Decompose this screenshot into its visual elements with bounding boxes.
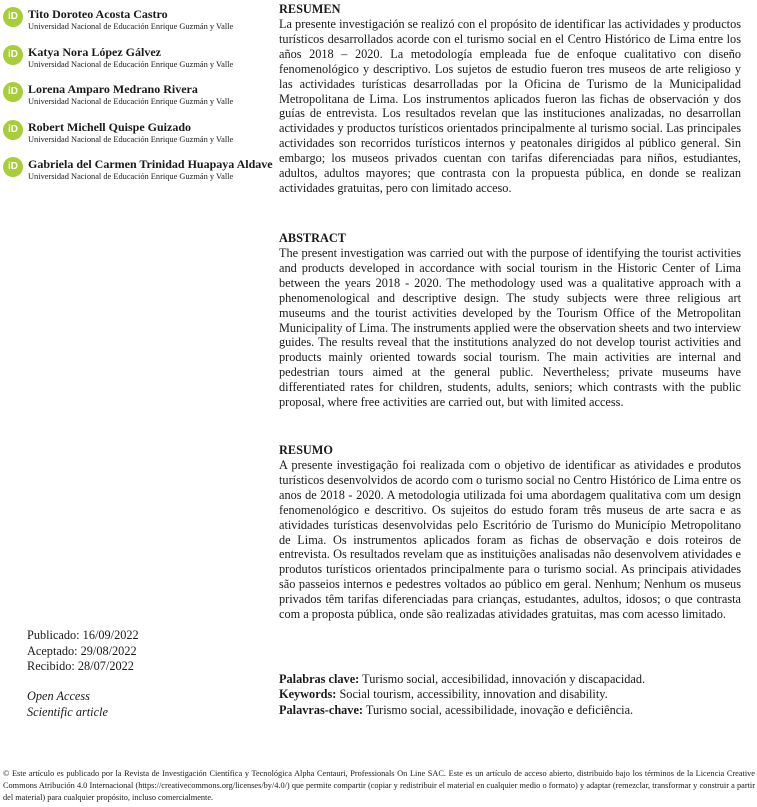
received-date: Recibido: 28/07/2022	[27, 659, 134, 673]
license-footer: © Este artículo es publicado por la Revista de Investigación Científica y Tecnológica Alpha Centauri, Professionals On Line SAC. Este es un artículo de acceso abierto, distribuido bajo los términos de la Licencia Creative Commons Atribución 4.0 Internacional (https://creativecommons.org/licenses/by/4.0/) que permite compartir (copiar y redistribuir el material en cualquier medio o formato) y adaptar (remezclar, transformar y construir a partir del material) para cualquier propósito, incluso comercialmente.	[3, 769, 755, 802]
author-affiliation: Universidad Nacional de Educación Enrique Guzmán y Valle	[28, 97, 234, 106]
orcid-icon[interactable]: iD	[3, 82, 23, 102]
resumen-text: La presente investigación se realizó con el propósito de identificar las actividades y productos turísticos desarrollados acorde con el turismo social en el Centro Histórico de Lima entre los años 2018 – 2020. La metodología empleada fue de enfoque cualitativo con diseño fenomenológico y descriptivo. Los sujetos de estudio fueron tres museos de arte religioso y las actividades turísticas desarrolladas por la Oficina de Turismo de la Municipalidad Metropolitana de Lima. Los instrumentos aplicados fueron las fichas de observación y dos guías de entrevista. Los resultados revelan que las instituciones analizadas, no desarrollan actividades y productos turísticos orientados principalmente al turismo social. Las principales actividades son recorridos turísticos internos y peatonales dirigidos al público general. Sin embargo; los museos privados cuentan con tarifas diferenciadas para niños, estudiantes, adultos, adultos mayores; que contrasta con la propuesta pública, en donde se realizan actividades gratuitas, pero con limitado acceso.	[279, 17, 741, 195]
resumen-heading: RESUMEN	[279, 2, 341, 16]
resumo-text: A presente investigação foi realizada com o objetivo de identificar as atividades e produtos turísticos desenvolvidos de acordo com o turismo social no Centro Histórico de Lima entre os anos de 2018 - 2020. A metodologia utilizada foi uma abordagem qualitativa com um design fenomenológico e descritivo. Os sujeitos do estudo foram três museus de arte sacra e as atividades turísticas desenvolvidas pelo Escritório de Turismo do Município Metropolitano de Lima. Os instrumentos aplicados foram as fichas de observação e dois roteiros de entrevista. Os resultados revelam que as instituições analisadas não desenvolvem atividades e produtos turísticos orientados principalmente para o turismo social. As principais atividades são passeios internos e pedestres voltados ao público em geral. Nenhum; Nenhum os museus privados têm tarifas diferenciadas para crianças, estudantes, adultos, idosos; o que contrasta com a proposta pública, onde são realizadas atividades gratuitas, mas com acesso limitado.	[279, 458, 741, 622]
author-entry	[3, 81, 273, 119]
keywords-en	[279, 687, 749, 702]
keywords-pt-label: Palavras-chave:	[279, 702, 364, 717]
author-entry	[3, 6, 273, 44]
orcid-icon[interactable]: iD	[3, 120, 23, 140]
author-name: Robert Michell Quispe Guizado	[28, 119, 191, 134]
abstract-heading: ABSTRACT	[279, 231, 346, 245]
author-name: Katya Nora López Gálvez	[28, 44, 161, 59]
resumo-heading: RESUMO	[279, 443, 333, 457]
keywords-es-text: Turismo social, accesibilidad, innovación y discapacidad.	[362, 672, 646, 686]
published-date: Publicado: 16/09/2022	[27, 628, 139, 642]
article-type-label: Scientific article	[27, 704, 108, 719]
author-list	[3, 6, 273, 194]
keywords-pt	[279, 703, 749, 718]
author-affiliation: Universidad Nacional de Educación Enrique Guzmán y Valle	[28, 59, 234, 69]
resumo-section	[279, 443, 741, 622]
orcid-icon[interactable]: iD	[3, 45, 23, 65]
orcid-icon[interactable]: iD	[3, 157, 23, 177]
access-info	[27, 689, 108, 720]
open-access-label: Open Access	[27, 689, 90, 703]
keywords-es-label: Palabras clave:	[279, 672, 360, 686]
resumen-section	[279, 2, 741, 196]
orcid-icon[interactable]: iD	[3, 7, 23, 27]
author-affiliation: Universidad Nacional de Educación Enrique Guzmán y Valle	[28, 172, 234, 181]
author-name: Gabriela del Carmen Trinidad Huapaya Aldave	[28, 157, 273, 171]
abstract-text: The present investigation was carried out with the purpose of identifying the tourist activities and products developed in accordance with social tourism in the Historic Center of Lima between the years 2018 - 2020. The methodology used was a qualitative approach with a phenomenological and descriptive design. The study subjects were three religious art museums and the tourist activities developed by the Tourism Office of the Metropolitan Municipality of Lima. The instruments applied were the observation sheets and two interview guides. The results reveal that the institutions analyzed do not develop tourist activities and products mainly oriented towards social tourism. The main activities are internal and pedestrian tours aimed at the general public. Nevertheless; private museums have differentiated rates for children, students, adults, seniors; which contrasts with the public proposal, where free activities are carried out, but with limited access.	[279, 246, 741, 410]
author-affiliation: Universidad Nacional de Educación Enrique Guzmán y Valle	[28, 22, 234, 31]
abstract-section	[279, 231, 741, 410]
keywords-block	[279, 672, 749, 718]
publication-dates	[27, 628, 139, 675]
accepted-date: Aceptado: 29/08/2022	[27, 643, 137, 658]
author-entry	[3, 119, 273, 157]
author-entry	[3, 156, 273, 194]
author-name: Tito Doroteo Acosta Castro	[28, 7, 168, 21]
keywords-en-text: Social tourism, accessibility, innovation and disability.	[339, 687, 608, 702]
keywords-es	[279, 672, 749, 687]
keywords-en-label: Keywords:	[279, 687, 337, 702]
author-entry	[3, 44, 273, 82]
author-name: Lorena Amparo Medrano Rivera	[28, 82, 198, 96]
author-affiliation: Universidad Nacional de Educación Enrique Guzmán y Valle	[28, 134, 234, 144]
keywords-pt-text: Turismo social, acessibilidade, inovação e deficiência.	[365, 702, 634, 717]
